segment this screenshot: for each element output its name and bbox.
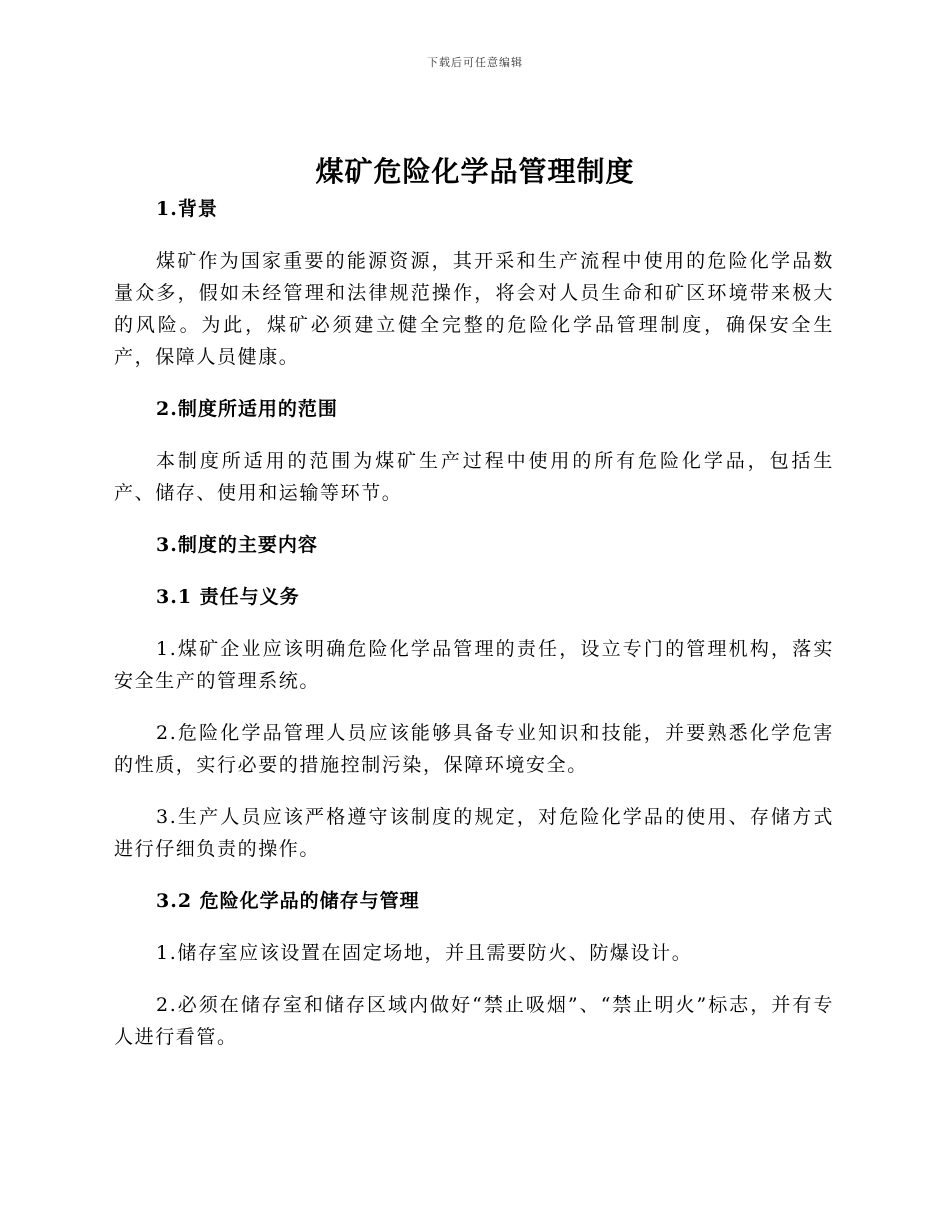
- paragraph-storage-2: 2.必须在储存室和储存区域内做好“禁止吸烟”、“禁止明火”标志，并有专人进行看管。: [114, 994, 834, 1048]
- page-title: 煤矿危险化学品管理制度: [315, 155, 635, 188]
- subsection-heading-storage: 3.2 危险化学品的储存与管理: [156, 890, 420, 912]
- paragraph-scope: 本制度所适用的范围为煤矿生产过程中使用的所有危险化学品，包括生产、储存、使用和运输等环节。: [114, 450, 834, 504]
- document-body: [114, 193, 834, 1053]
- section-heading-background: 1.背景: [156, 198, 218, 220]
- section-heading-main-content: 3.制度的主要内容: [156, 534, 318, 556]
- subsection-heading-responsibility: 3.1 责任与义务: [156, 586, 300, 608]
- paragraph-responsibility-2: 2.危险化学品管理人员应该能够具备专业知识和技能，并要熟悉化学危害的性质，实行必要的措施控制污染，保障环境安全。: [114, 722, 834, 776]
- paragraph-background: 煤矿作为国家重要的能源资源，其开采和生产流程中使用的危险化学品数量众多，假如未经管理和法律规范操作，将会对人员生命和矿区环境带来极大的风险。为此，煤矿必须建立健全完整的危险化学品管理制度，确保安全生产，保障人员健康。: [114, 250, 834, 368]
- header-note: 下载后可任意编辑: [427, 56, 523, 69]
- paragraph-responsibility-1: 1.煤矿企业应该明确危险化学品管理的责任，设立专门的管理机构，落实安全生产的管理系统。: [114, 638, 834, 692]
- paragraph-responsibility-3: 3.生产人员应该严格遵守该制度的规定，对危险化学品的使用、存储方式进行仔细负责的操作。: [114, 806, 834, 860]
- section-heading-scope: 2.制度所适用的范围: [156, 398, 338, 420]
- paragraph-storage-1: 1.储存室应该设置在固定场地，并且需要防火、防爆设计。: [156, 942, 693, 964]
